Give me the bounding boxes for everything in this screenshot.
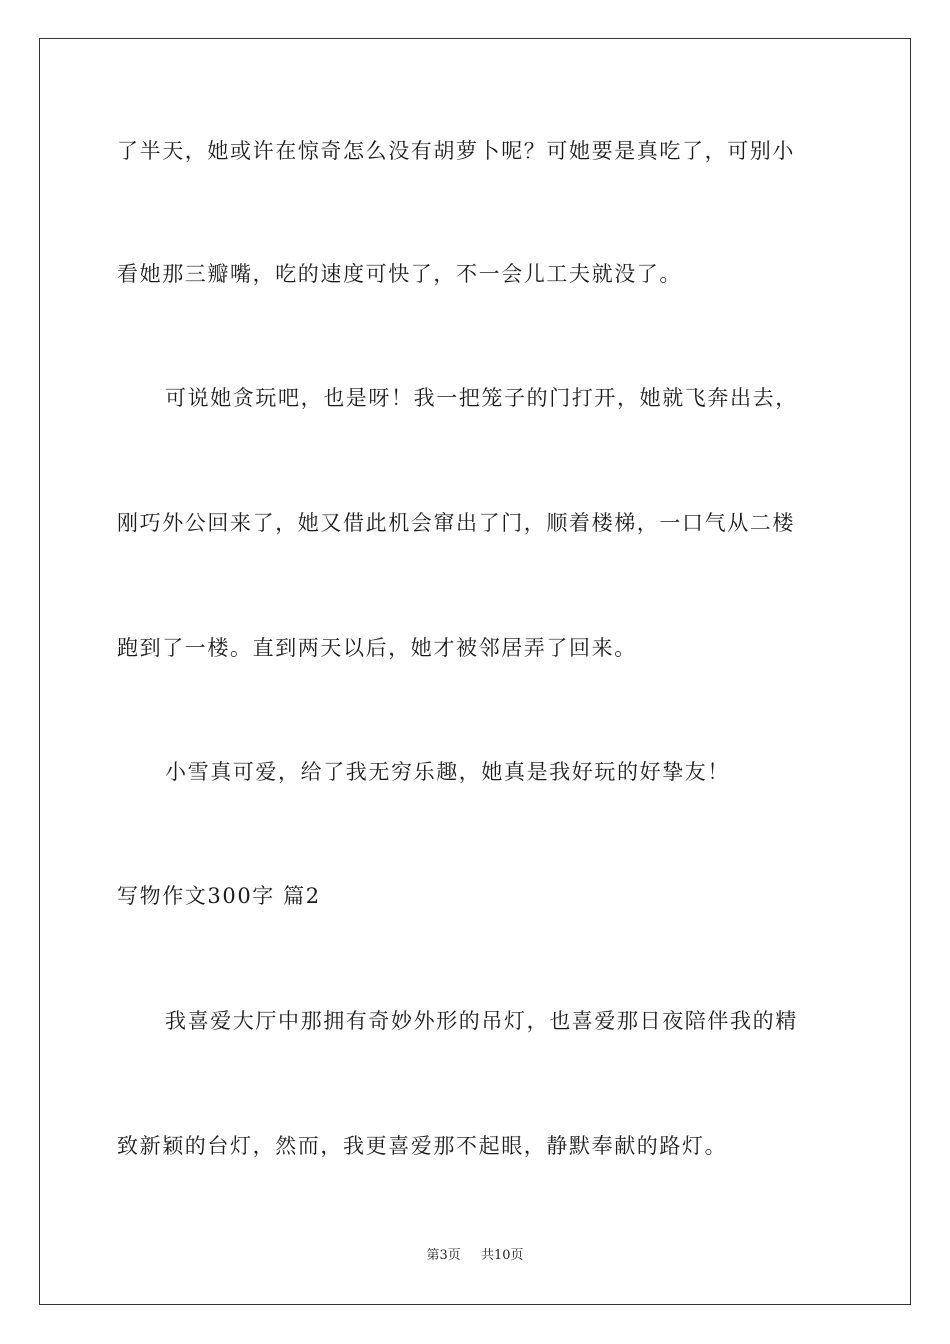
paragraph-line: 看她那三瓣嘴，吃的速度可快了，不一会儿工夫就没了。 [117, 262, 682, 286]
paragraph-line: 我喜爱大厅中那拥有奇妙外形的吊灯，也喜爱那日夜陪伴我的精 [165, 1009, 798, 1033]
paragraph-line: 了半天，她或许在惊奇怎么没有胡萝卜呢？可她要是真吃了，可别小 [117, 139, 795, 163]
page-total: 共10页 [480, 1248, 524, 1263]
paragraph-line: 可说她贪玩吧，也是呀！我一把笼子的门打开，她就飞奔出去， [165, 386, 798, 410]
paragraph-line: 小雪真可爱，给了我无穷乐趣，她真是我好玩的好挚友！ [165, 760, 730, 784]
paragraph-line: 刚巧外公回来了，她又借此机会窜出了门，顺着楼梯，一口气从二楼 [117, 511, 795, 535]
page-number: 第3页 [426, 1248, 461, 1263]
page-border [39, 38, 911, 1305]
paragraph-line: 致新颖的台灯，然而，我更喜爱那不起眼，静默奉献的路灯。 [117, 1134, 728, 1158]
section-heading: 写物作文300字 篇2 [117, 884, 321, 908]
page-footer [0, 1247, 950, 1265]
paragraph-line: 跑到了一楼。直到两天以后，她才被邻居弄了回来。 [117, 636, 637, 660]
